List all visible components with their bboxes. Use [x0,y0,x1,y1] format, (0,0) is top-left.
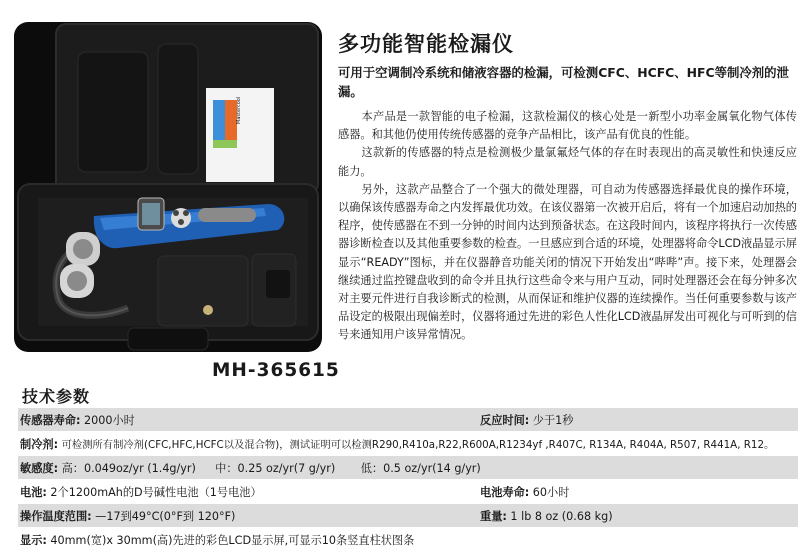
spec-value: 2个1200mAh的D号碱性电池（1号电池） [50,485,262,499]
spec-value: 2000小时 [83,413,135,427]
description-paragraph: 这款新的传感器的特点是检测极少量氯氟烃气体的存在时表现出的高灵敏性和快速反应能力。 [338,146,797,178]
spec-row [18,480,798,504]
spec-value: —17到49°C(0°F到 120°F) [95,509,236,523]
spec-value: 中：0.25 oz/yr(7 g/yr) [215,461,336,475]
spec-label: 电池: [20,485,47,499]
spec-label: 敏感度: [20,461,59,475]
product-title: 多功能智能检漏仪 [338,32,514,56]
spec-row [18,432,798,456]
specs-table [18,408,798,552]
description-paragraph: 另外，这款产品整合了一个强大的微处理器，可自动为传感器选择最优良的操作环境，以确保该传感器寿命之内发挥最优功效。在该仪器第一次被开启后，将有一个加速启动加热的程序，使传感器在不到一分钟的时间内达到预备状态。在这段时间内，该程序将执行一次传感器诊断检查以及其他重要参数的检查。一旦感应到合适的环境，处理器将命令LCD液晶显示屏显示“READY”图标，并在仪器静音功能关闭的情况下开始发出“哔哔”声。接下来，处理器会继续通过监控键盘收到的命令并且执行这些命令来与用户互动，同时处理器还会在每分钟多次对主要元件进行自我诊断式的检测，从而保证和维护仪器的连续操作。当任何重要参数与该产品设定的极限出现偏差时，仪器将通过先进的彩色人性化LCD液晶屏发出可视化与可听到的信号来通知用户该异常情况。 [338,182,797,342]
manual-card [206,88,274,182]
spec-label: 操作温度范围: [20,509,92,523]
manual-brand-text: Mastercool [236,96,242,124]
spec-row [18,504,798,528]
spec-label: 电池寿命: [480,485,530,499]
spec-value: 高：0.049oz/yr (1.4g/yr) [61,461,196,475]
spec-value: 可检测所有制冷剂(CFC,HFC,HCFC以及混合物)，测试证明可以检测R290,R410a,R22,R600A,R1234yf ,R407C, R134A, R404A, R507, R441A, R12。 [61,438,775,451]
spec-value: 少于1秒 [532,413,574,427]
spec-value: 40mm(宽)x 30mm(高)先进的彩色LCD显示屏,可显示10条竖直柱状图条 [50,533,415,547]
spec-label: 传感器寿命: [20,413,81,427]
spec-row [18,528,798,552]
spec-row [18,456,798,480]
spec-label: 重量: [480,509,507,523]
product-description [338,108,797,345]
spec-row [18,408,798,432]
spec-value: 1 lb 8 oz (0.68 kg) [510,509,613,523]
spec-value: 低：0.5 oz/yr(14 g/yr) [360,461,481,475]
model-number: MH-365615 [212,360,340,381]
description-paragraph: 本产品是一款智能的电子检漏，这款检漏仪的核心处是一新型小功率金属氧化物气体传感器。和其他仍使用传统传感器的竞争产品相比，该产品有优良的性能。 [338,110,797,142]
product-subtitle: 可用于空调制冷系统和储液容器的检漏，可检测CFC、HCFC、HFC等制冷剂的泄漏。 [338,65,789,99]
spec-label: 制冷剂: [20,437,59,451]
specs-heading: 技术参数 [22,387,91,406]
spec-value: 60小时 [532,485,570,499]
spec-label: 反应时间: [480,413,530,427]
product-photo [8,8,328,356]
spec-label: 显示: [20,533,47,547]
